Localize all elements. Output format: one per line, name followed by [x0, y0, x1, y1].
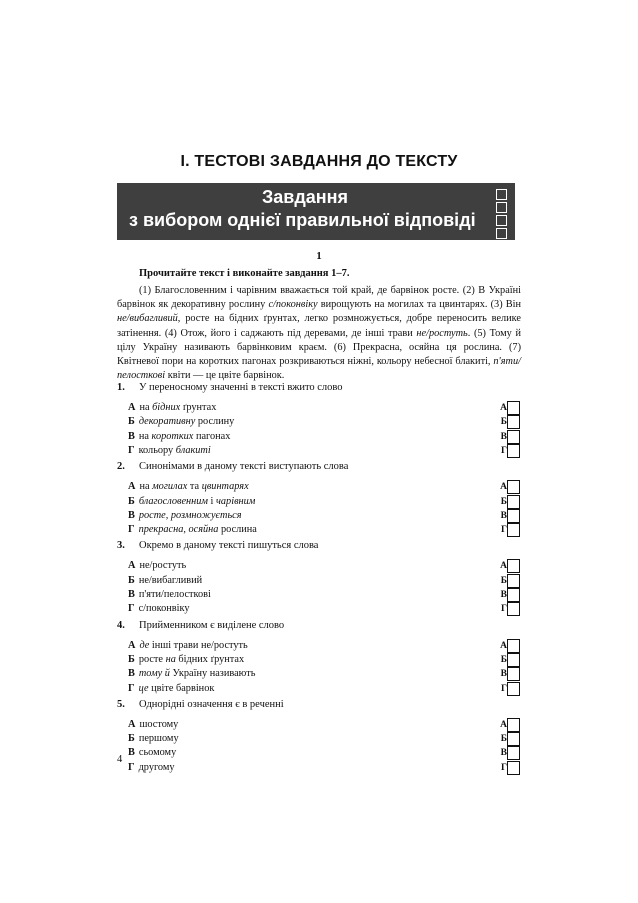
option-letter: А: [128, 718, 136, 730]
option-emphasis: блакиті: [175, 444, 211, 456]
option-emphasis: на: [165, 653, 176, 665]
answer-box-label: А: [500, 719, 507, 730]
question-number: 1.: [117, 382, 125, 393]
answer-option: [128, 639, 520, 653]
option-fragment: не/вибагливий: [138, 574, 203, 586]
option-text: [139, 445, 211, 456]
option-letter: В: [128, 747, 135, 759]
answer-checkbox[interactable]: [507, 415, 520, 429]
answer-box-label: Б: [500, 575, 507, 586]
answer-option: [128, 574, 520, 588]
answer-option: [128, 559, 520, 573]
answer-checkbox[interactable]: [507, 401, 520, 415]
answer-option: [128, 480, 520, 494]
question-4: [117, 619, 521, 633]
option-fragment: першому: [138, 733, 179, 745]
answer-option: [128, 653, 520, 667]
option-fragment: ґрунтах: [180, 402, 217, 413]
passage-text: . (5) Тому й цілу Україну називають барвінковим краєм. (6) Прекрасна, осяйна ця рослина. (7) Квітневої пори на коротких пагонах розкриваються ніжні, кольору небесної блакиті,: [117, 327, 521, 368]
option-fragment: на: [138, 430, 152, 442]
answer-box-label: Г: [500, 525, 507, 536]
option-fragment: с/поконвіку: [138, 603, 190, 615]
option-text: [139, 640, 247, 651]
option-emphasis: прекрасна, осяйна: [138, 524, 219, 536]
banner-subtitle: з вибором однієї правильної відповіді: [129, 210, 476, 230]
question-text: Прийменником є виділене слово: [139, 619, 285, 631]
answer-box-label: В: [500, 510, 507, 521]
option-fragment: пагонах: [193, 430, 231, 442]
question-text: Синонімами в даному тексті виступають слова: [139, 461, 349, 473]
option-fragment: інші трави не/ростуть: [149, 639, 248, 651]
option-fragment: на: [139, 402, 153, 413]
page-title: І. ТЕСТОВІ ЗАВДАННЯ ДО ТЕКСТУ: [180, 153, 458, 170]
option-fragment: не/ростуть: [139, 560, 187, 572]
option-letter: Г: [128, 524, 135, 536]
option-emphasis: чарівним: [216, 495, 256, 507]
passage-emphasis: п'яти/пелосткові: [117, 356, 521, 382]
option-fragment: Україну називають: [169, 668, 256, 680]
section-banner: [117, 183, 515, 240]
passage-text: (1) Благословенним і чарівним вважається той край, де барвінок росте. (2) В Україні барвінок як декоративну рослину: [117, 285, 521, 311]
answer-checkbox[interactable]: [507, 495, 520, 509]
question-5: [117, 698, 521, 712]
answer-checkbox[interactable]: [507, 718, 520, 732]
option-letter: В: [128, 430, 135, 442]
answer-box-label: Г: [500, 445, 507, 456]
answer-checkbox[interactable]: [507, 444, 520, 458]
passage-emphasis: не/ростуть: [416, 327, 468, 339]
question-number: 5.: [117, 698, 125, 710]
option-letter: А: [128, 402, 136, 413]
option-fragment: рослину: [195, 416, 235, 428]
option-fragment: шостому: [139, 718, 179, 730]
answer-option: [128, 746, 520, 760]
answer-option: [128, 667, 520, 681]
answer-option: [128, 415, 520, 429]
answer-box-label: А: [500, 403, 507, 413]
answer-option: [128, 718, 520, 732]
option-text: [139, 431, 231, 442]
option-letter: Г: [128, 444, 135, 456]
option-emphasis: росте, розмножується: [138, 509, 242, 521]
option-text: [139, 560, 186, 571]
option-letter: Г: [128, 682, 135, 694]
option-text: [139, 481, 248, 492]
answer-option: [128, 761, 520, 775]
answer-box-label: Г: [500, 604, 507, 615]
option-text: [139, 524, 257, 535]
option-text: [139, 683, 215, 694]
option-text: [139, 654, 244, 665]
option-text: [139, 589, 211, 600]
answer-checkbox[interactable]: [507, 761, 520, 775]
banner-title: Завдання: [261, 187, 349, 207]
option-emphasis: могилах: [152, 481, 188, 493]
answer-box-label: Б: [500, 734, 507, 745]
option-text: [139, 603, 190, 614]
option-emphasis: коротких: [151, 430, 194, 442]
answer-box-label: Г: [500, 683, 507, 694]
answer-box-label: Г: [500, 762, 507, 773]
passage-text: , росте на бідних ґрунтах, легко розмножується, добре переносить велике затінення. (4) Отож, його і саджають під деревами, де інші трави: [117, 313, 521, 339]
option-fragment: і: [207, 495, 216, 507]
reading-passage: [117, 284, 521, 383]
answer-option: [128, 682, 520, 696]
option-fragment: кольору: [138, 444, 176, 456]
checkbox-decoration-icon: [496, 189, 510, 241]
answer-option: [128, 588, 520, 602]
option-letter: Б: [128, 653, 135, 665]
answer-checkbox[interactable]: [507, 682, 520, 696]
question-number: 4.: [117, 619, 125, 631]
answer-checkbox[interactable]: [507, 574, 520, 588]
question-text: Однорідні означення є в реченні: [139, 698, 284, 710]
option-letter: А: [128, 481, 136, 493]
option-emphasis: тому й: [138, 668, 170, 680]
answer-box-label: В: [500, 748, 507, 759]
option-emphasis: цвинтарях: [201, 481, 249, 493]
option-fragment: рослина: [218, 524, 257, 536]
question-3: [117, 539, 521, 553]
option-text: [139, 747, 176, 758]
answer-option: [128, 509, 520, 523]
passage-emphasis: не/вибагливий: [117, 313, 178, 325]
instruction-text: Прочитайте текст і виконайте завдання 1–7.: [139, 268, 350, 279]
question-number: 3.: [117, 540, 125, 552]
passage-text: вирощують на могилах та цвинтарях. (3) Він: [317, 299, 521, 311]
answer-box-label: Б: [500, 654, 507, 665]
option-letter: В: [128, 589, 135, 600]
answer-option: [128, 602, 520, 616]
answer-box-label: Б: [500, 417, 507, 428]
option-letter: Б: [128, 574, 135, 586]
option-text: [139, 496, 256, 507]
answer-option: [128, 430, 520, 444]
option-letter: Б: [128, 733, 135, 745]
option-letter: Б: [128, 416, 135, 428]
answer-option: [128, 732, 520, 746]
option-fragment: другому: [138, 761, 175, 773]
answer-box-label: А: [500, 561, 507, 572]
option-text: [139, 575, 202, 586]
option-emphasis: благословенним: [138, 495, 208, 507]
answer-box-label: В: [500, 590, 507, 600]
option-text: [139, 762, 175, 773]
option-fragment: бідних ґрунтах: [175, 653, 245, 665]
answer-checkbox[interactable]: [507, 732, 520, 746]
option-letter: А: [128, 639, 136, 651]
question-text: Окремо в даному тексті пишуться слова: [139, 540, 319, 552]
option-text: [139, 719, 178, 730]
answer-checkbox[interactable]: [507, 480, 520, 494]
option-letter: В: [128, 668, 135, 680]
option-text: [139, 416, 235, 427]
answer-option: [128, 495, 520, 509]
answer-checkbox[interactable]: [507, 588, 520, 602]
passage-text: квіти — це цвіте барвінок.: [165, 370, 285, 382]
answer-checkbox[interactable]: [507, 602, 520, 616]
answer-box-label: А: [500, 482, 507, 493]
answer-checkbox[interactable]: [507, 639, 520, 653]
option-text: [139, 668, 256, 679]
option-text: [139, 402, 216, 413]
answer-option: [128, 444, 520, 458]
answer-checkbox[interactable]: [507, 559, 520, 573]
answer-checkbox[interactable]: [507, 746, 520, 760]
passage-emphasis: с/поконвіку: [268, 299, 318, 311]
option-letter: Б: [128, 495, 135, 507]
option-letter: Г: [128, 761, 135, 773]
answer-checkbox[interactable]: [507, 430, 520, 444]
option-letter: Г: [128, 603, 135, 615]
answer-box-label: А: [500, 640, 507, 651]
option-text: [139, 733, 179, 744]
option-letter: А: [128, 560, 136, 572]
page-number: 4: [117, 754, 123, 765]
answer-checkbox[interactable]: [507, 523, 520, 537]
answer-box-label: В: [500, 669, 507, 680]
option-fragment: сьомому: [138, 747, 177, 759]
option-emphasis: бідних: [152, 402, 181, 413]
answer-box-label: Б: [500, 496, 507, 507]
question-number: 2.: [117, 461, 125, 473]
question-1: [117, 381, 521, 395]
option-fragment: росте: [138, 653, 166, 665]
option-fragment: цвіте барвінок: [148, 682, 215, 694]
option-emphasis: це: [138, 682, 149, 694]
answer-box-label: В: [500, 431, 507, 442]
answer-checkbox[interactable]: [507, 653, 520, 667]
option-letter: В: [128, 509, 135, 521]
option-emphasis: декоративну: [138, 416, 196, 428]
option-text: [139, 510, 242, 521]
question-2: [117, 460, 521, 474]
option-fragment: на: [139, 481, 153, 493]
option-fragment: п'яти/пелосткові: [138, 589, 211, 600]
answer-option: [128, 523, 520, 537]
option-fragment: та: [187, 481, 202, 493]
question-text: У переносному значенні в тексті вжито слово: [139, 382, 343, 393]
option-emphasis: де: [139, 639, 150, 651]
answer-checkbox[interactable]: [507, 509, 520, 523]
section-number: 1: [316, 250, 322, 262]
answer-checkbox[interactable]: [507, 667, 520, 681]
answer-option: [128, 401, 520, 415]
